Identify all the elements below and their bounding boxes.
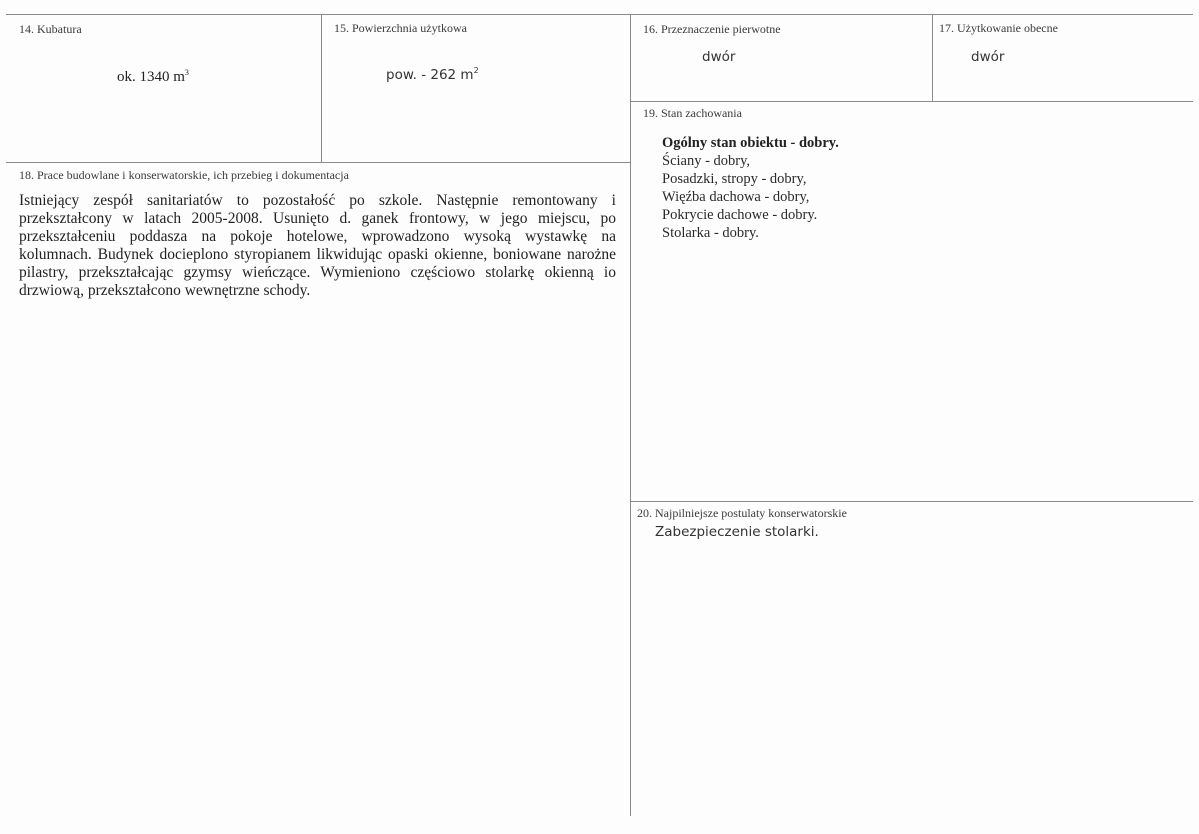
text-line: Istniejący zespół sanitariatów to pozostałość po szkole. Następnie remontowany i: [19, 192, 616, 209]
field-18-label: 18. Prace budowlane i konserwatorskie, ich przebieg i dokumentacja: [19, 168, 349, 182]
condition-item: Posadzki, stropy - dobry,: [662, 171, 807, 187]
field-20-value: Zabezpieczenie stolarki.: [655, 524, 819, 540]
top-border-line: [6, 14, 1193, 15]
condition-item: Więźba dachowa - dobry,: [662, 189, 810, 205]
divider-14-18: [6, 162, 630, 163]
text-line: kolumnach. Budynek docieplono styropianem likwidując opaski okienne, boniowane narożne: [19, 246, 616, 263]
divider-16-17: [932, 14, 933, 101]
field-17-value: dwór: [971, 49, 1005, 65]
field-19-label: 19. Stan zachowania: [643, 106, 742, 120]
condition-item: Ściany - dobry,: [662, 153, 751, 169]
field-17-label: 17. Użytkowanie obecne: [939, 21, 1058, 35]
text-line: przekształceniu poddasza na pokoje hotelowe, wprowadzono wysoką wystawkę na: [19, 228, 616, 245]
field-15-value: pow. - 262 $m^2$: [386, 66, 479, 83]
construction-works-text: [19, 192, 616, 300]
text-line: drzwiową, przekształcono wewnętrzne schody.: [19, 282, 311, 299]
field-16-label: 16. Przeznaczenie pierwotne: [643, 22, 781, 36]
field-15-label: 15. Powierzchnia użytkowa: [334, 21, 467, 35]
divider-19-20: [630, 501, 1193, 502]
condition-overall: Ogólny stan obiektu - dobry.: [662, 135, 839, 151]
field-14-label: 14. Kubatura: [19, 22, 82, 36]
condition-item: Stolarka - dobry.: [662, 225, 759, 241]
condition-list: [662, 134, 839, 242]
field-20-label: 20. Najpilniejsze postulaty konserwatorskie: [637, 506, 847, 520]
field-16-value: dwór: [702, 49, 736, 65]
condition-item: Pokrycie dachowe - dobry.: [662, 207, 818, 223]
divider-16-19: [630, 101, 1193, 102]
text-line: pilastry, przekształcając gzymsy wieńczące. Wymieniono częściowo stolarkę okienną io: [19, 264, 616, 281]
divider-15-16: [630, 14, 631, 816]
field-14-value: ok. 1340 $m^3$: [117, 68, 189, 85]
divider-14-15: [321, 14, 322, 162]
text-line: przekształcony w latach 2005-2008. Usunięto d. ganek frontowy, w jego miejscu, po: [19, 210, 616, 227]
